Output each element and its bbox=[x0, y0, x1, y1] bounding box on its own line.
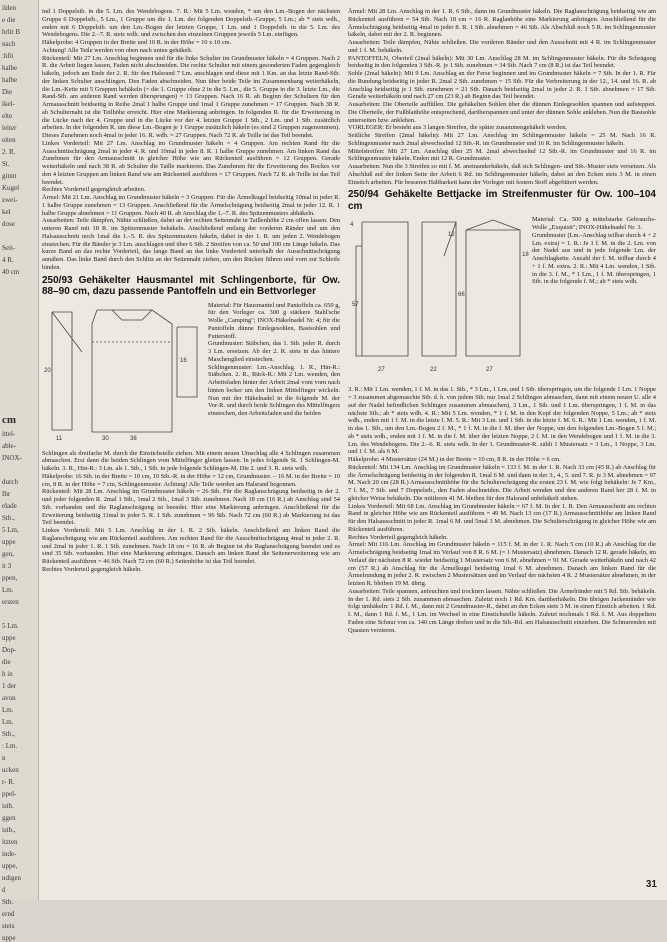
paragraph: Linkes Vorderteil: Mit 27 Lm. Anschlag im Grundmuster häkeln = 4 Gruppen. Am rechten Rand für die Ausschnittschrägung 2mal in jeder 4. R. und 10mal in jeder 8. R. 1 halbe Gruppe zunehmen. Am linken Rand das Zunehmen für den Armausschnitt in gleicher Höhe wie am Rückenteil ausführen = 12 Gruppen. Gerade weiterhäkeln und nach 38 R. ab Schulter die Taille markieren. Das Zunehmen für die Erweiterung des Rockes vor den 4 letzten Gruppen am linken Rand wie am Rückenteil ausführen = 17 Gruppen. Nach 72 R. ab Teille ist das Teil beendet. bbox=[42, 139, 340, 186]
previous-page-edge bbox=[0, 0, 39, 942]
paragraph: Ausarbeiten: Teile dämpfen, Nähte schließen, dabei an der rechten Seitennaht in Taillenhöhe 2 cm offen lassen. Den unteren Rand mit 18 R. im Spitzenmuster behäkeln. Anschließend entlang der vorderen Ränder und um den Halsausschnitt noch 1mal die 1.–5. R. des Spitzenmusters häkeln, dabei in der 1. R. um jeden 2. Wendebogen einstechen. Für die Bänder je 3 Lm. anschlagen und über 6 Stb. 2 Streifen von ca. 50 und 100 cm Länge häkeln. Das kurze Band an das rechte Vorderteil, das lange Band an das linke Vorderteil unterhalb der Ausschnittschrägung annähen. Das linke Band durch den Schlitz an der Seitennaht ziehen, um den Rücken führen und vorn zur Schleife binden. bbox=[42, 217, 340, 271]
gutter-fragment: n bbox=[2, 754, 6, 762]
right-column bbox=[348, 8, 656, 888]
gutter-fragment: hrlit B bbox=[2, 28, 21, 36]
gutter-fragment: Stb., bbox=[2, 514, 15, 522]
paragraph: Ausarbeiten: Teile dämpfen, Nähte schließen. Die vorderen Ränder und den Ausschnitt mit 4 R. im Schlingenmuster und 1 f. M. behäkeln. bbox=[348, 39, 656, 54]
paragraph: Linkes Vorderteil: Mit 5 Lm. Anschlag in der 1. R. 2 Stb. häkeln. Anschließend am linken Rand die Raglanschrägung wie am Rückenteil ausführen. Am rechten Rand für die Ausschnittschrägung 4mal in jeder 2. R. und 2mal in jeder 1. R. 1 Stb. zunehmen. Nach 18 cm = 16 R. ab Beginn ist die Raglanschrägung beendet und es sind 35 Stb. vorhanden. Hier eine Markierung anbringen. Danach am linken Rand die Seitenerweiterung wie am Rückenteil ausführen = 46 Stb. Nach 72 cm (60 R.) Seitenhöhe ist das Teil beendet. bbox=[42, 527, 340, 565]
gutter-fragment: ikel- bbox=[2, 100, 15, 108]
gutter-fragment: Lm. bbox=[2, 718, 14, 726]
gutter-fragment: halbe bbox=[2, 64, 18, 72]
gutter-fragment: 1 der bbox=[2, 682, 17, 690]
gutter-fragment: e die bbox=[2, 16, 16, 24]
gutter-fragment: Die bbox=[2, 88, 13, 96]
material-sidebar bbox=[208, 302, 340, 418]
gutter-fragment: Kugel bbox=[2, 184, 20, 192]
gutter-fragment: kel bbox=[2, 208, 11, 216]
back-piece-outline bbox=[92, 310, 172, 432]
gutter-fragment: ppel- bbox=[2, 790, 17, 798]
paragraph: Achtung! Alle Teile werden von oben nach unten gehäkelt. bbox=[42, 46, 193, 54]
paragraph: Mittelstreifen: Mit 27 Lm. Anschlag über 25 M. 2mal abwechselnd 12 Stb.-R. im Grundmuster und 16 R. im Schlingenmuster häkeln. Enden mit 12 R. Grundmuster. bbox=[348, 147, 656, 163]
gutter-fragment: able- bbox=[2, 442, 16, 450]
gutter-fragment: uppe bbox=[2, 934, 16, 942]
pattern-figure-block bbox=[348, 216, 656, 386]
dimension-label: 57 bbox=[352, 302, 359, 309]
gutter-fragment: Lm. bbox=[2, 586, 14, 594]
paragraph: Material: Für Hausmantel und Pantoffeln ca. 650 g, für den Vorleger ca. 300 g stärkere Stahl'sche Wolle „Camping"; INOX-Häkelnadel Nr. 4; für die Pantoffeln dünne Einlegesohlen, Bastsohlen und Futterstoff. bbox=[208, 301, 340, 340]
gutter-heading-fragment: cm bbox=[2, 414, 17, 426]
paragraph: Ausarbeiten: Nun die 3 Streifen so mit f. M. aneinanderhäkeln, daß sich Schlingen- und Stb.-Muster stets versetzen. Als Abschluß auf der linken Seite der Arbeit 6 Rd. im Schlingenmuster häkeln, dabei an den Ecken stets 3 M. in einen Einstich arbeiten. Für besseren Haltbarkeit kann der Vorleger mit festem Stoff abgefüttert werden. bbox=[348, 163, 656, 186]
gutter-fragment: it 3 bbox=[2, 562, 12, 570]
gutter-fragment: 2. R. bbox=[2, 148, 16, 156]
sleeve-outline bbox=[466, 230, 520, 356]
paragraph: Ausarbeiten: Die Oberteile auffüllen. Die gehäkelten Sohlen über die dünnen Einlegesohlen spannen und aufsteppen. Die Oberteile, der Fußblatthöhe entsprechend, darüberspannen und unter der dünnen Sohle ankleben. Nun die Bastsohle unterseiten bzw. ankleben. bbox=[348, 101, 656, 124]
gutter-fragment: ucken bbox=[2, 766, 19, 774]
paragraph: Rückenteil: Mit 27 Lm. Anschlag beginnen und für die linke Schulter im Grundmuster häkeln = 4 Gruppen. Nach 2 R. die Arbeit liegen lassen, Faden nicht abschneiden. Die rechte Schulter mit einem gesonderten Faden gegengleich häkeln, jedoch am Ende der 2. R. für den Halsrand 7 Lm. anschlagen und diese mit 1 Km. an das letzte Rand-Stb. der linken Schulter anschlingen. Den Faden abschneiden. Nun über beide Teile im Zusammenhang weiterhäkeln, die Lm.-Kette mit 5 Gruppen behäkeln (= die 1. Gruppe ohne 2 in die 5. Lm., die 5. Gruppe in die 3. letzte Lm., die Rand-Stb. am anderen Rand werden übersprungen) = 13 Gruppen. Nach 16 R. ab Beginn der Schultern für den Armausschnitt beidseitig in Reihe 2mal 1 halbe Gruppe und 1mal 1 Gruppe zunehmen = 17 Gruppen. Nach 38 R. ab Schulternaht ist die Teilhöhe erreicht. Hier eine Markierung anbringen. In folgenden R. für die Erweiterung in die Lücke nach der 4. Gruppe und in die Lücke vor der 4. letzten Gruppe 1 Stb., 2 Lm. und 1 Stb. zusätzlich arbeiten. In der folgenden R. um diese Lm.-Bogen je 1 Gruppe zusätzlich häkeln (es sind 2 Gruppen zugenommen). Dieses Zunehmen noch 4mal in jeder 16. R. wdh. = 27 Gruppen. Nach 72 R. ab Teille ist das Teil beendet. bbox=[42, 54, 340, 139]
paragraph: Häkelprobe: 16 Stb. in der Breite = 10 cm, 10 Stb.-R. in der Höhe = 12 cm, Grundmuster. – 16 M. in der Breite = 10 cm, 8 R. in der Höhe = 7 cm, Schlingenmuster. Achtung! Alle Teile werden am Halsrand begonnen. bbox=[42, 472, 340, 488]
dimension-label: 18 bbox=[522, 252, 529, 259]
paragraph: Häkelprobe: 4 Gruppen in der Breite und 10 R. in der Höhe = 10 x 10 cm. bbox=[42, 39, 232, 46]
paragraph: Ärmel: Mit 28 Lm. Anschlag in der 1. R. 6 Stb., dann im Grundmuster häkeln. Die Raglanschrägung beidseitig wie am Rückenteil ausführen = 54 Stb. Nach 18 cm = 16 R. Raglanhöhe eine Markierung anbringen. Anschließend für die Ärmelschrägung beidseitig 4mal in jeder 8. R. 1 Stb. abnehmen = 46 Stb. Als Abschluß noch 5 R. im Schlingenmuster häkeln, dabei mit der 2. R. beginnen. bbox=[348, 8, 656, 39]
gutter-fragment: durch bbox=[2, 478, 18, 486]
material-sidebar bbox=[532, 216, 656, 286]
pattern-title: Gehäkelte Bettjacke im Streifenmuster für Ow. 100–104 cm bbox=[348, 189, 656, 212]
gutter-fragment: leiter bbox=[2, 124, 17, 132]
paragraph: Ärmel: Mit 116 Lm. Anschlag im Grundmuster häkeln = 115 f. M. in der 1. R. Nach 5 cm (10 R.) ab Anschlag für die Ärmelschrägung beidseitig 1mal im Verlauf von 8 R. 6 M. (= 1 Mustersatz) abnehmen. Danach 12 R. gerade häkeln, im Verlauf der nächsten 8 R. wieder beidseitig 1 Mustersatz von 6 M. abnehmen = 91 M. Gerade weiterhäkeln und nach 42 cm (57 R.) ab Anschlag für die Ärmelkugel beidseitig 1mal 6 M. abnehmen. Danach am linken Rand für die Ärmelrundung in jeder 2. R. zwischen 2 Mustersätzen und im Verlauf der nächsten 4 R. 2 Mustersätze abnehmen, in der letzten R. bleiben 19 M. übrig. bbox=[348, 541, 656, 587]
paragraph: Häkelprobe: 4 Mustersätze (24 M.) in der Breite = 10 cm, 8 R. in der Höhe = 6 cm. bbox=[348, 456, 561, 463]
gutter-fragment: avon bbox=[2, 694, 16, 702]
section-heading bbox=[348, 189, 656, 212]
gutter-fragment: :hfö bbox=[2, 52, 14, 60]
schematic-drawing bbox=[348, 216, 528, 381]
gutter-fragment: istb. bbox=[2, 802, 14, 810]
schematic-drawing bbox=[42, 302, 202, 442]
paragraph: Rechtes Vorderteil gegengleich häkeln. bbox=[348, 533, 448, 541]
gutter-fragment: elade bbox=[2, 502, 17, 510]
paragraph: Rückenteil: Mit 28 Lm. Anschlag im Grundmuster häkeln = 26 Stb. Für die Raglanschrägung beidseitig in der 2. und jeder folgenden R. 2mal 1 Stb., 1mal 2 Stb., 1mal 3 Stb. zunehmen. Nach 18 cm (16 R.) ab Anschlag sind 54 Stb. vorhanden und die Raglanschrägung ist beendet. Hier eine Markierung anbringen. Anschließend für die Erweiterung beidseitig 11mal in jeder 5. R. 1 Stb. zunehmen = 96 Stb. Nach 72 cm (60 R.) ab Markierung ist das Teil beendet. bbox=[42, 488, 340, 527]
gutter-fragment: itzten bbox=[2, 838, 18, 846]
paragraph: Linkes Vorderteil: Mit 68 Lm. Anschlag im Grundmuster häkeln = 67 f. M. In der 1. R. Den Armausschnitt am rechten Rand in gleicher Höhe wie am Rückenteil ausführen = 49 M. Nach 13 cm (17 R.) Armausschnitthöhe am linken Rand für den Halsausschnitt in jeder R. 1mal 6 M. und 5mal 3 M. abnehmen. Die Schulterschrägung in gleicher Höhe wie am Rückenteil ausführen. bbox=[348, 502, 656, 533]
paragraph: Sohle (2mal häkeln): Mit 9 Lm. Anschlag an der Ferse beginnen und im Grundmuster häkeln = 7 Stb. In der 1. R. Für die Rundung beidseitig in jeder R. 2mal 2 Stb. zunehmen = 15 Stb. Für die Verbreiterung in der 12., 14. und 16. R. ab Anschlag beidseitig je 1 Stb. zunehmen = 21 Stb. Danach beidseitig 2mal in jeder 2. R. 1 Stb. abnehmen = 17 Stb. Gerade weiterhäkeln und nach 27 cm (23 R.) ab Beginn das Teil beendet. bbox=[348, 70, 656, 101]
gutter-fragment: ersten bbox=[2, 598, 19, 606]
gutter-fragment: zwei- bbox=[2, 196, 18, 204]
gutter-fragment: 5 Lm, bbox=[2, 526, 19, 534]
pattern-number: 250/93 bbox=[42, 274, 73, 286]
gutter-fragment: Stb., bbox=[2, 730, 15, 738]
gutter-fragment: ittel- bbox=[2, 430, 16, 438]
gutter-fragment: 4 R. bbox=[2, 256, 14, 264]
gutter-fragment: die bbox=[2, 658, 11, 666]
front-piece-outline bbox=[422, 222, 456, 356]
paragraph: Rückenteil: Mit 134 Lm. Anschlag im Grundmuster häkeln = 133 f. M. in der 1. R. Nach 33 cm (45 R.) ab Anschlag für die Ärmelschrägung beidseitig in der folgenden R. 1mal 6 M. und dann in der 3., 4., 5. und 7. R. je 3 M. abnehmen = 97 M. Nach 20 cm (28 R.) Armausschnitthöhe für die Schulterschrägung die ersten 23 f. M. wie folgt behäkeln: Je 7 Km., 7 f. M., 7 Stb. und 7 Doppelstb., den Faden abschneiden. Die Arbeit wenden und den anderen Rand her 28 f. M. in gleicher Weise behäkeln. Die mittleren 41 M. bleiben für den Halsrand unbehäkelt stehen. bbox=[348, 463, 656, 502]
dimension-label: 30 bbox=[102, 435, 109, 442]
front-piece-outline bbox=[52, 312, 72, 430]
dimension-label: 27 bbox=[486, 367, 493, 374]
dimension-label: 16 bbox=[180, 357, 187, 364]
paragraph: PANTOFFELN, Oberteil (2mal häkeln): Mit 30 Lm. Anschlag 28 M. im Schlingenmuster häkeln. Für die Schrägung beidseitig in den folgenden 3 Stb.-R. je 1 Stb. zunehmen = 34 Stb. Nach 7 cm (8 R.) ist das Teil beendet. bbox=[348, 54, 656, 70]
back-piece-outline bbox=[362, 222, 408, 356]
paragraph: Grundmuster: Stäbchen, das 1. Stb. jeder R. durch 3 Lm. ersetzen. Ab der 2. R. stets in das hintere Maschenglied einstechen. bbox=[208, 340, 340, 363]
paragraph: Ärmel: Mit 21 Lm. Anschlag im Grundmuster häkeln = 3 Gruppen. Für die Ärmelkugel beidseitig 10mal in jeder R. 1 halbe Gruppe zunehmen = 13 Gruppen. Anschließend für die Ärmelschrägung beidseitig 2mal in jeder 12. R. 1 halbe Gruppe abnehmen = 11 Gruppen. Nach 40 R. ab Anschlag die 1.–7. R. des Spitzenmusters abhäkeln. bbox=[42, 194, 340, 217]
page-number: 31 bbox=[645, 879, 657, 890]
gutter-fragment: d bbox=[2, 886, 6, 894]
gutter-fragment: Ihr bbox=[2, 490, 11, 498]
dimension-label: 11 bbox=[56, 435, 63, 442]
gutter-fragment: ggen bbox=[2, 814, 16, 822]
paragraph: Grundmuster (Lm.-Anschlag teilbar durch 4 + 2 Lm. extra) = 1. R.: Je 1 f. M. in die 2. Lm. von der Nadel aus und in jede folgende Lm. der Anschlagkette. Anzahl der f. M. teilbar durch 4 + 1 f. M. extra. 2. R.: Mit 4 Lm. wenden, 1 Stb. in die 3. f. M., * 1 Lm., 1 f. M. überspringen, 1 Stb. in die folgende f. M.; ab * stets wdh. bbox=[532, 231, 656, 286]
gutter-fragment: halbe bbox=[2, 76, 18, 84]
dimension-label: 4 bbox=[350, 222, 354, 229]
gutter-fragment: 40 cm bbox=[2, 268, 20, 276]
gutter-fragment: h in bbox=[2, 670, 13, 678]
dimension-label: 66 bbox=[458, 292, 465, 299]
gutter-fragment: Seit- bbox=[2, 244, 16, 252]
paragraph: Rechtes Vorderteil gegengleich arbeiten. bbox=[42, 186, 146, 194]
dimension-label: 20 bbox=[44, 367, 51, 374]
gutter-fragment: Lm. bbox=[2, 706, 14, 714]
paragraph: 3. R.: Mit 1 Lm. wenden, 1 f. M. in das 1. Stb., * 3 Lm., 1 Lm. und 1 Stb. überspringen, um die folgende 1 Lm. 1 Noppe = 3 zusammen abgemaschte Stb. d. h. von jedem Stb. nur 1mal 2 Schlingen abmaschen, dann mit einem neuen U. alle 4 auf der Nadel befindlichen Schlingen zusammen abmaschen), 3 Lm., 1 Stb. und 1 Lm. überspringen, 1 f. M. in das nächste Stb.; ab * stets wdh. 4. R.: Mit 5 Lm. wenden, * 1 f. M. in den Kopf der folgenden Noppe, 5 Lm.; ab * stets wdh., enden mit 1 f. M. in die letzte f. M. 5. R.: Mit 3 Lm. und 1 Stb. in die letzte f. M. 6. R.: Mit 1 Lm. wenden, 1 f. M. in das 1. Stb., um den Lm.-Bogen 2 f. M., * 1 f. M. in die f. M. über der Noppe, um den folgenden Lm.-Bogen 5 f. M.; ab * stets wdh., enden mit 1 f. M. in die f. M. über der letzten Noppe, 2 f. M. in den Wendebogen und 1 f. M. in die 3. Lm. des Wendebogens. Die 2.–6. R. stets wdh. In der 1. Grundmuster-R. zählt 1 Mustersatz = 3 Lm., 1 Noppe, 3 Lm. und 1 f. M. als 6 M. bbox=[348, 386, 656, 456]
gutter-fragment: : Lm. bbox=[2, 742, 18, 750]
gutter-fragment: St. bbox=[2, 160, 10, 168]
paragraph: Material: Ca. 500 g mittelstarke Gebrauchs-Wolle „Exquisit"; INOX-Häkelnadel Nr. 3. bbox=[532, 216, 656, 231]
pattern-figure-block bbox=[42, 302, 340, 450]
section-heading bbox=[42, 275, 340, 298]
gutter-fragment: Dop- bbox=[2, 646, 17, 654]
gutter-fragment: elte bbox=[2, 112, 13, 120]
gutter-fragment: ginnt bbox=[2, 172, 17, 180]
gutter-fragment: uppe, bbox=[2, 862, 18, 870]
gutter-fragment: inde- bbox=[2, 850, 17, 858]
paragraph: Ausarbeiten: Teile spannen, anfeuchten und trocknen lassen. Nähte schließen. Die Ärmelränder mit 5 Rd. Stb. behäkeln. In der 1. Rd. stets 2 Stb. zusammen abmaschen. Zuletzt noch 1 Rd. Km. darüberhäkeln. Die übrigen Jackenränder wie folgt umhäkeln: 1 Rd. f. M., dann mit 2 Grundmuster-R., dabei an den Ecken stets 3 M. in einen Einstich arbeiten. 1 Rd. f. M., dann 1 Rd. f. M., 1 Lm. im Wechsel in eine Einstichstelle häkeln. Zuletzt nochmals 1 Rd. f. M. Aus doppeltem Faden eine Schnur von ca. 140 cm Länge drehen und in die Stb.-Rd. am Halsausschnitt einziehen. Die Schnurenden mit Quasten verzieren. bbox=[348, 587, 656, 634]
gutter-fragment: r- R. bbox=[2, 778, 15, 786]
paragraph: VORLEGER: Er besteht aus 3 langen Streifen, die später zusammengehäkelt werden. bbox=[348, 124, 567, 132]
gutter-fragment: 5 Lm. bbox=[2, 622, 19, 630]
dimension-label: 27 bbox=[378, 367, 385, 374]
gutter-fragment: gen, bbox=[2, 550, 14, 558]
paragraph: Schlingen als dreifache M. durch die Einstichstelle ziehen. Mit einem neuen Umschlag alle 4 Schlingen zusammen abmaschen. Erst dann die beiden Schlingen vom Mittelfinger gleiten lassen. In jedes folgende St. 1 Schlingen-M. häkeln. 3. R., Hin-R.: 3 Lm. als 1. Stb., 1 Stb. in jede folgende Schlingen-M. Die 2. und 3. R. stets wdh. bbox=[42, 449, 340, 472]
paragraph: Rechtes Vorderteil gegengleich häkeln. bbox=[42, 565, 142, 573]
gutter-fragment: dose bbox=[2, 220, 15, 228]
paragraph: Seitliche Streifen (2mal häkeln): Mit 27 Lm. Anschlag im Schlingenmuster häkeln = 25 M. Nach 16 R. Schlingenmuster nach 2mal abwechselnd 12 Stb.-R. im Grundmuster und 16 R. im Schlingenmuster häkeln. bbox=[348, 132, 656, 147]
gutter-fragment: Stb. bbox=[2, 898, 14, 906]
gutter-fragment: eiten bbox=[2, 136, 16, 144]
gutter-fragment: ernd bbox=[2, 910, 15, 918]
dimension-label: 38 bbox=[130, 435, 137, 442]
paragraph: Schlingenmuster: Lm.-Anschlag. 1. R., Hin-R.: Stäbchen. 2. R., Rück-R.: Mit 2 Lm. wenden, den Arbeitsfaden hinter der Arbeit 2mal vom vorn nach hinten locker um den linken Mittelfinger wickeln. Nun mit der Häkelnadel in die folgende M. der Vor-R. und durch beide Schlingen des Mittelfingers einstechen, den Arbeitsfaden und die beiden bbox=[208, 363, 340, 417]
gutter-fragment: INOX- bbox=[2, 454, 22, 462]
gutter-fragment: uppe bbox=[2, 634, 16, 642]
pattern-number: 250/94 bbox=[348, 189, 379, 201]
paragraph: ind 1 Doppelstb. in die 5. Lm. des Wendebogens. 7. R.: Mit 5 Lm. wenden, * um den Lm.-Bogen der nächsten Gruppe 6 Doppelstb., 5 Lm., 1 Gruppe um die 1. Lm. der folgenden Doppelstb.-Gruppe, 5 Lm.; ab * stets wdh., enden mit 6 Doppelstb. um den Lm.-Bogen der letzten Gruppe, 1 Lm. und 1 Doppelstb. in die 5. Lm. des Wendebogens. Die 2.–7. R. stets wdh. und zwischen den einzelnen Gruppen jeweils 5 Lm. einfügen. bbox=[42, 8, 340, 39]
gutter-fragment: uppe bbox=[2, 538, 16, 546]
pattern-title: Gehäkelter Hausmantel mit Schlingenborte, für Ow. 88–90 cm, dazu passende Pantoffeln und ein Bettvorleger bbox=[42, 274, 340, 297]
gutter-fragment: nach bbox=[2, 40, 16, 48]
gutter-fragment: ilden bbox=[2, 4, 16, 12]
dimension-label: 12 bbox=[448, 232, 455, 239]
gutter-fragment: stets bbox=[2, 922, 15, 930]
left-column bbox=[42, 8, 340, 888]
gutter-fragment: ndigen bbox=[2, 874, 22, 882]
dimension-label: 22 bbox=[430, 367, 437, 374]
gutter-fragment: istb., bbox=[2, 826, 16, 834]
gutter-fragment: ppen, bbox=[2, 574, 18, 582]
